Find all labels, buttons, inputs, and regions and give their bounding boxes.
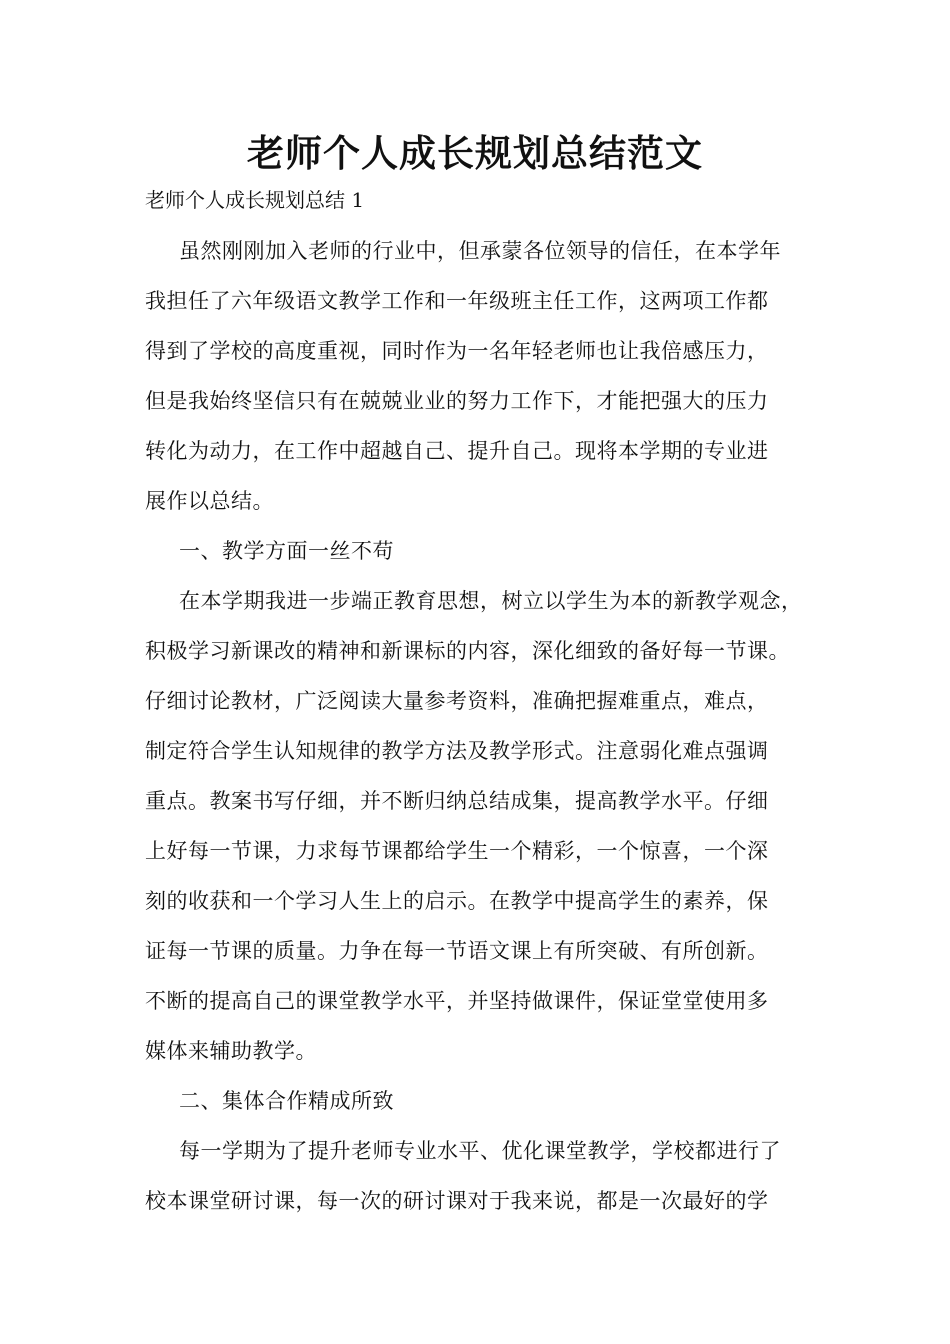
text-line: 媒体来辅助教学。 xyxy=(145,1039,317,1063)
text-line: 积极学习新课改的精神和新课标的内容，深化细致的备好每一节课。 xyxy=(145,639,790,663)
document-title: 老师个人成长规划总结范文 xyxy=(247,131,703,175)
text-line: 一、教学方面一丝不苟 xyxy=(179,539,394,563)
text-line: 制定符合学生认知规律的教学方法及教学形式。注意弱化难点强调 xyxy=(145,739,769,763)
text-line: 得到了学校的高度重视，同时作为一名年轻老师也让我倍感压力， xyxy=(145,339,769,363)
document-subtitle: 老师个人成长规划总结 1 xyxy=(145,188,365,212)
text-line: 不断的提高自己的课堂教学水平，并坚持做课件，保证堂堂使用多 xyxy=(145,989,769,1013)
text-line: 在本学期我进一步端正教育思想，树立以学生为本的新教学观念， xyxy=(179,589,803,613)
text-line: 刻的收获和一个学习人生上的启示。在教学中提高学生的素养，保 xyxy=(145,889,769,913)
text-line: 展作以总结。 xyxy=(145,489,274,513)
document-body xyxy=(145,234,825,1234)
text-line: 证每一节课的质量。力争在每一节语文课上有所突破、有所创新。 xyxy=(145,939,769,963)
text-line: 每一学期为了提升老师专业水平、优化课堂教学，学校都进行了 xyxy=(179,1139,781,1163)
text-line: 二、集体合作精成所致 xyxy=(179,1089,394,1113)
text-line: 仔细讨论教材，广泛阅读大量参考资料，准确把握难重点，难点， xyxy=(145,689,769,713)
text-line: 虽然刚刚加入老师的行业中，但承蒙各位领导的信任，在本学年 xyxy=(179,239,781,263)
text-line: 上好每一节课，力求每节课都给学生一个精彩，一个惊喜，一个深 xyxy=(145,839,769,863)
text-line: 但是我始终坚信只有在兢兢业业的努力工作下，才能把强大的压力 xyxy=(145,389,769,413)
text-line: 重点。教案书写仔细，并不断归纳总结成集，提高教学水平。仔细 xyxy=(145,789,769,813)
text-line: 校本课堂研讨课，每一次的研讨课对于我来说，都是一次最好的学 xyxy=(145,1189,769,1213)
text-line: 我担任了六年级语文教学工作和一年级班主任工作，这两项工作都 xyxy=(145,289,769,313)
text-line: 转化为动力，在工作中超越自己、提升自己。现将本学期的专业进 xyxy=(145,439,769,463)
